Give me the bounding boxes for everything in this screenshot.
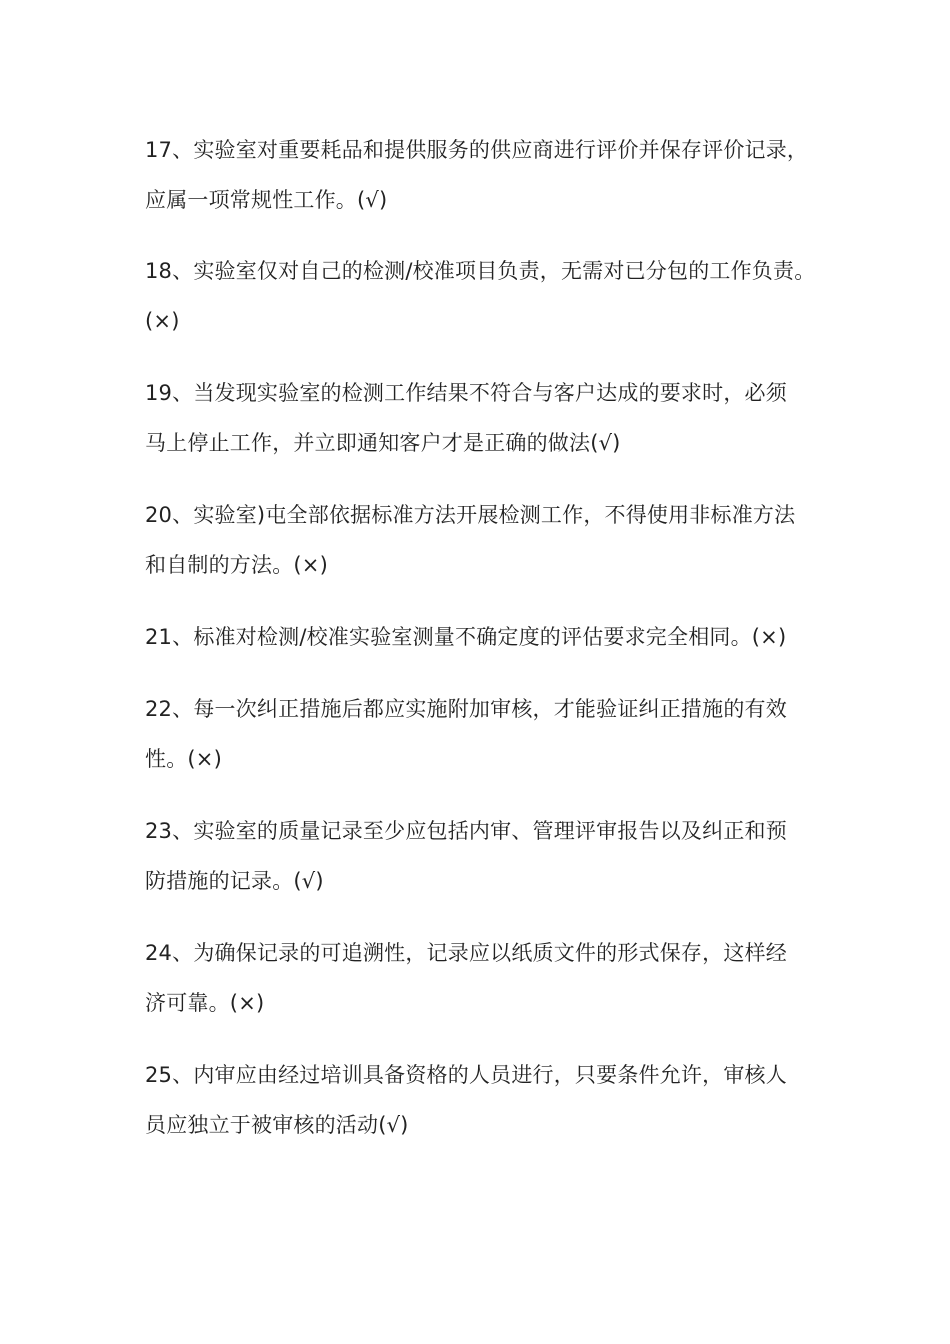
question-20-line-1: 20、实验室)屯全部依据标准方法开展检测工作，不得使用非标准方法 [145,503,796,527]
question-23-line-2: 防措施的记录。(√) [145,869,324,893]
question-18 [145,246,825,346]
question-20 [145,490,825,590]
question-22-line-1: 22、每一次纠正措施后都应实施附加审核，才能验证纠正措施的有效 [145,697,787,721]
question-23-line-1: 23、实验室的质量记录至少应包括内审、管理评审报告以及纠正和预 [145,819,787,843]
question-19 [145,368,825,468]
question-18-line-2: (×) [145,309,180,333]
question-24-line-1: 24、为确保记录的可追溯性，记录应以纸质文件的形式保存，这样经 [145,941,787,965]
question-19-line-2: 马上停止工作，并立即通知客户才是正确的做法(√) [145,431,621,455]
question-20-line-2: 和自制的方法。(×) [145,553,328,577]
question-22 [145,684,825,784]
question-23 [145,806,825,906]
question-21 [145,612,825,662]
question-25-line-2: 员应独立于被审核的活动(√) [145,1113,409,1137]
question-24-line-2: 济可靠。(×) [145,991,265,1015]
question-25-line-1: 25、内审应由经过培训具备资格的人员进行，只要条件允许，审核人 [145,1063,787,1087]
question-19-line-1: 19、当发现实验室的检测工作结果不符合与客户达成的要求时，必须 [145,381,787,405]
question-17-line-1: 17、实验室对重要耗品和提供服务的供应商进行评价并保存评价记录， [145,138,809,162]
question-22-line-2: 性。(×) [145,747,222,771]
question-18-line-1: 18、实验室仅对自己的检测/校准项目负责，无需对已分包的工作负责。 [145,259,816,283]
question-25 [145,1050,825,1150]
question-17-line-2: 应属一项常规性工作。(√) [145,188,388,212]
question-17 [145,125,825,225]
question-21-line-1: 21、标准对检测/校准实验室测量不确定度的评估要求完全相同。(×) [145,625,787,649]
question-24 [145,928,825,1028]
